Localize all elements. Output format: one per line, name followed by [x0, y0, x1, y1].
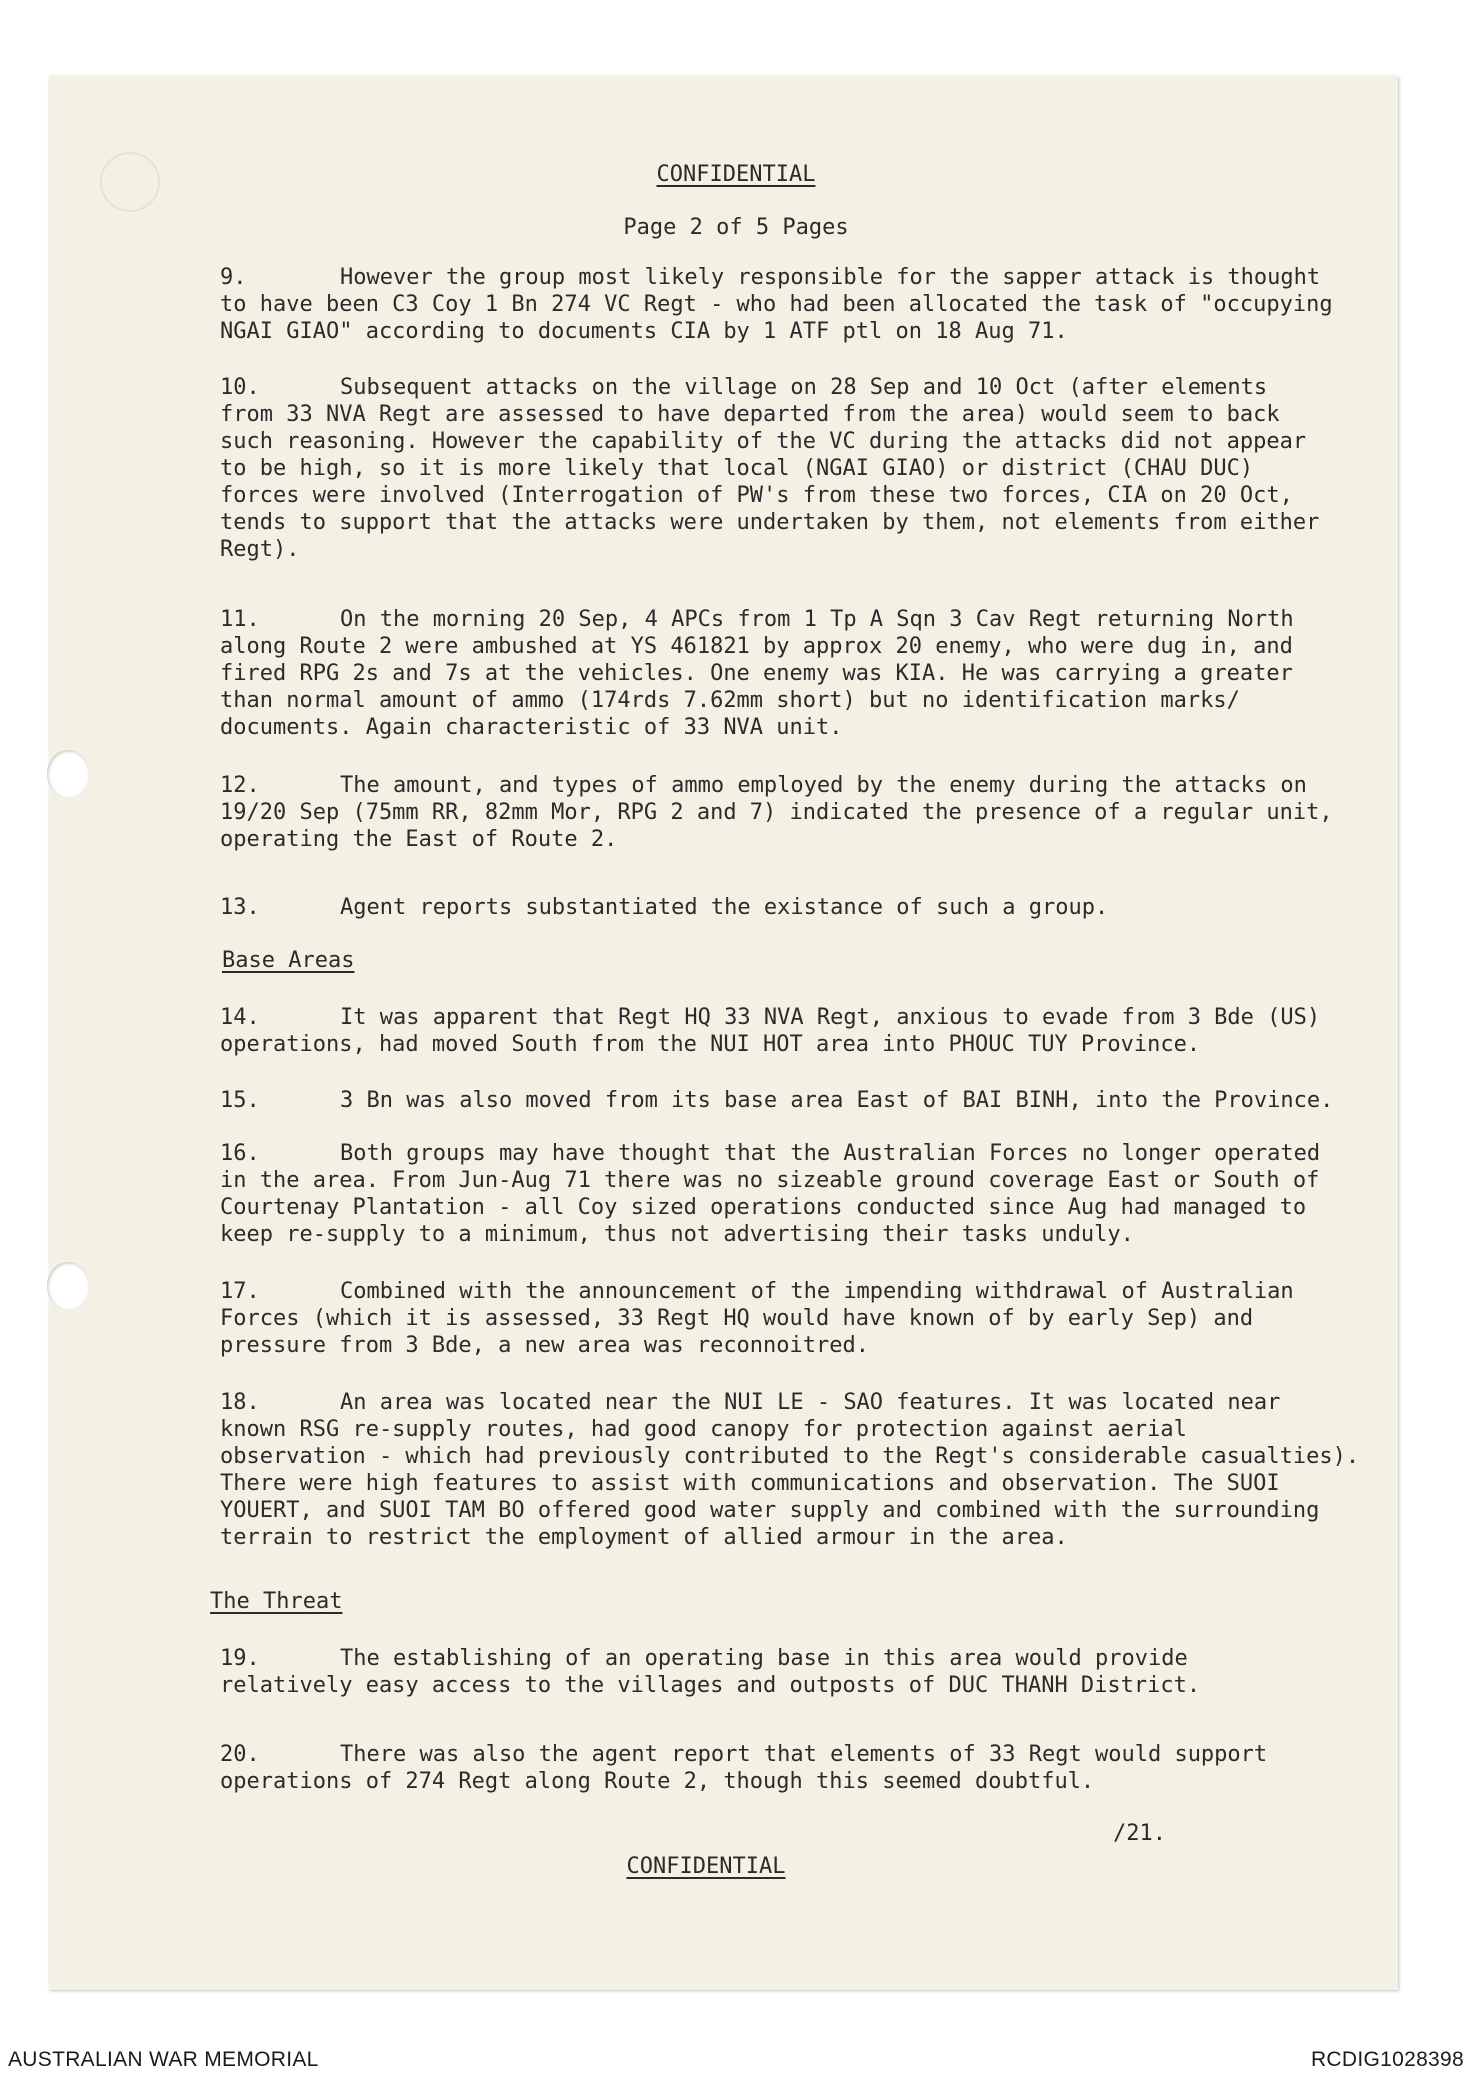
paragraph-number: 13. — [220, 895, 260, 920]
paragraph-number: 11. — [220, 607, 260, 632]
archive-name: AUSTRALIAN WAR MEMORIAL — [8, 2048, 319, 2071]
paragraph-13: 13. Agent reports substantiated the existance of such a group. — [220, 895, 1109, 920]
paragraph-number: 20. — [220, 1742, 260, 1767]
paragraph-number: 18. — [220, 1390, 260, 1415]
punch-hole-top — [47, 750, 89, 798]
paragraph-19: 19. The establishing of an operating base in this area would provide relatively easy access to the villages and outposts of DUC THANH District. — [220, 1646, 1201, 1698]
paragraph-number: 17. — [220, 1279, 260, 1304]
paragraph-number: 9. — [220, 265, 247, 290]
paragraph-20: 20. There was also the agent report that elements of 33 Regt would support operations of 274 Regt along Route 2, though this seemed doubtful. — [220, 1742, 1268, 1794]
continuation-marker: /21. — [1113, 1821, 1166, 1846]
classification-header: CONFIDENTIAL — [656, 162, 816, 187]
paragraph-number: 12. — [220, 773, 260, 798]
paragraph-15: 15. 3 Bn was also moved from its base area East of BAI BINH, into the Province. — [220, 1088, 1334, 1113]
archive-record-id: RCDIG1028398 — [1310, 2048, 1464, 2071]
paragraph-number: 15. — [220, 1088, 260, 1113]
paragraph-12: 12. The amount, and types of ammo employed by the enemy during the attacks on 19/20 Sep (75mm RR, 82mm Mor, RPG 2 and 7) indicated the presence of a regular unit, operating the East of Route 2. — [220, 773, 1333, 852]
classification-footer: CONFIDENTIAL — [626, 1854, 786, 1879]
paragraph-number: 10. — [220, 375, 260, 400]
paragraph-11: 11. On the morning 20 Sep, 4 APCs from 1 Tp A Sqn 3 Cav Regt returning North along Route 2 were ambushed at YS 461821 by approx 20 enemy, who were dug in, and fired RPG 2s and 7s at the vehicles. One enemy was KIA. He was carrying a greater than normal amount of ammo (174rds 7.62mm short) but no identification marks/ documents. Again characteristic of 33 NVA unit. — [220, 607, 1294, 740]
paragraph-number: 19. — [220, 1646, 260, 1671]
paragraph-17: 17. Combined with the announcement of the impending withdrawal of Australian Forces (which it is assessed, 33 Regt HQ would have known of by early Sep) and pressure from 3 Bde, a new area was reconnoitred. — [220, 1279, 1294, 1358]
paragraph-18: 18. An area was located near the NUI LE - SAO features. It was located near known RSG re-supply routes, had good canopy for protection against aerial observation - which had previously contributed to the Regt's considerable casualties). There were high features to assist with communications and observation. The SUOI YOUERT, and SUOI TAM BO offered good water supply and combined with the surrounding terrain to restrict the employment of allied armour in the area. — [220, 1390, 1360, 1550]
heading-the-threat: The Threat — [210, 1589, 343, 1614]
paragraph-10: 10. Subsequent attacks on the village on 28 Sep and 10 Oct (after elements from 33 NVA Regt are assessed to have departed from the area) would seem to back such reasoning. However the capability of the VC during the attacks did not appear to be high, so it is more likely that local (NGAI GIAO) or district (CHAU DUC) forces were involved (Interrogation of PW's from these two forces, CIA on 20 Oct, tends to support that the attacks were undertaken by them, not elements from either Regt). — [220, 375, 1320, 562]
paragraph-9: 9. However the group most likely responsible for the sapper attack is thought to have been C3 Coy 1 Bn 274 VC Regt - who had been allocated the task of "occupying NGAI GIAO" according to documents CIA by 1 ATF ptl on 18 Aug 71. — [220, 265, 1333, 344]
paragraph-number: 14. — [220, 1005, 260, 1030]
punch-hole-bottom — [47, 1262, 89, 1310]
page-number-label: Page 2 of 5 Pages — [623, 215, 849, 240]
paragraph-number: 16. — [220, 1141, 260, 1166]
heading-base-areas: Base Areas — [222, 948, 355, 973]
paragraph-16: 16. Both groups may have thought that the Australian Forces no longer operated in the area. From Jun-Aug 71 there was no sizeable ground coverage East or South of Courtenay Plantation - all Coy sized operations conducted since Aug had managed to keep re-supply to a minimum, thus not advertising their tasks unduly. — [220, 1141, 1321, 1247]
paragraph-14: 14. It was apparent that Regt HQ 33 NVA Regt, anxious to evade from 3 Bde (US) operations, had moved South from the NUI HOT area into PHOUC TUY Province. — [220, 1005, 1321, 1057]
